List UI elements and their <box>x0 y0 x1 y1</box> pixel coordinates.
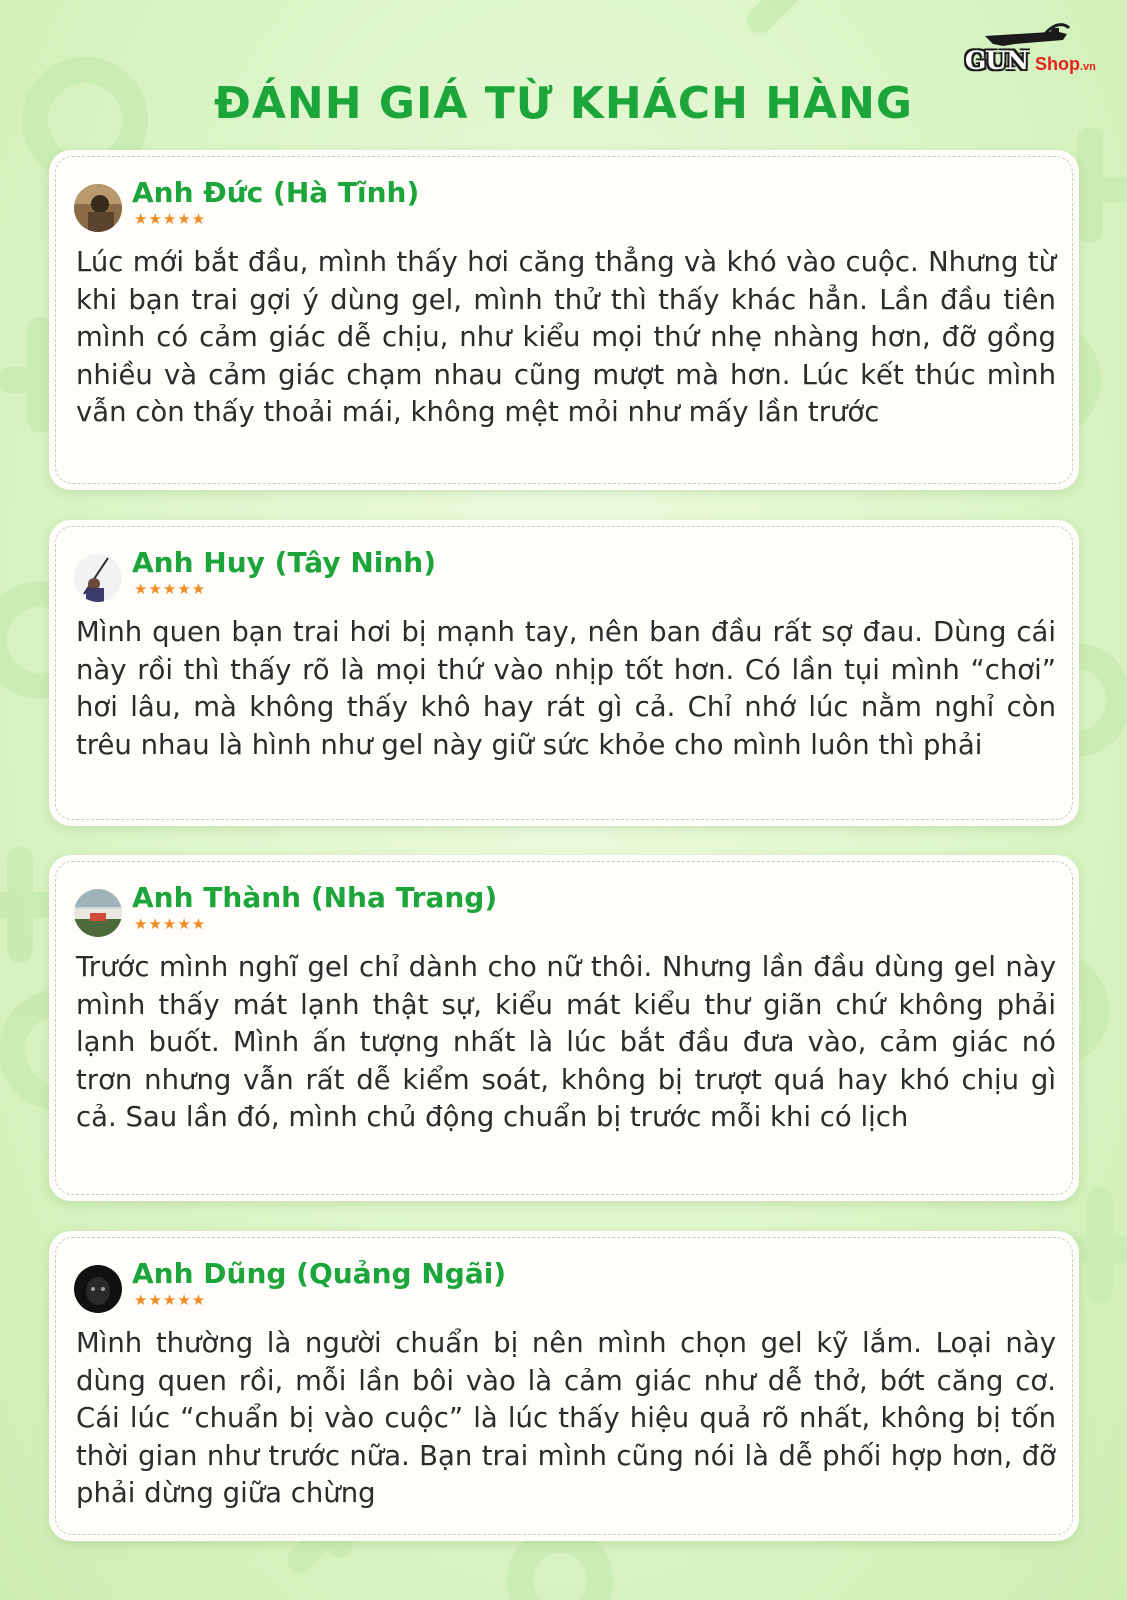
review-text: Mình thường là người chuẩn bị nên mình chọn gel kỹ lắm. Loại này dùng quen rồi, mỗi lần bôi vào là cảm giác như dễ thở, bớt căng cơ. Cái lúc “chuẩn bị vào cuộc” là lúc thấy hiệu quả rõ nhất, không bị tốn thời gian như trước nữa. Bạn trai mình cũng nói là dễ phối hợp hơn, đỡ phải dừng giữa chừng <box>76 1327 1056 1510</box>
review-text: Trước mình nghĩ gel chỉ dành cho nữ thôi. Nhưng lần đầu dùng gel này mình thấy mát lạnh thật sự, kiểu mát kiểu thư giãn chứ không phải lạnh buốt. Mình ấn tượng nhất là lúc bắt đầu đưa vào, cảm giác nó trơn nhưng vẫn rất dễ kiểm soát, không bị trượt quá hay khó chịu gì cả. Sau lần đó, mình chủ động chuẩn bị trước mỗi khi có lịch <box>76 951 1056 1134</box>
review-card <box>49 520 1079 826</box>
review-text: Mình quen bạn trai hơi bị mạnh tay, nên ban đầu rất sợ đau. Dùng cái này rồi thì thấy rõ là mọi thứ vào nhịp tốt hơn. Có lần tụi mình “chơi” hơi lâu, mà không thấy khô hay rát gì cả. Chỉ nhớ lúc nằm nghỉ còn trêu nhau là hình như gel này giữ sức khỏe cho mình luôn thì phải <box>76 616 1056 761</box>
review-card <box>49 855 1079 1201</box>
reviewer-name: Anh Dũng (Quảng Ngãi) <box>132 1257 507 1290</box>
reviewer-name: Anh Thành (Nha Trang) <box>132 881 498 914</box>
logo-gun-text: GUN <box>965 46 1029 75</box>
logo-shop-text: Shop.vn <box>1035 54 1096 74</box>
reviewer-name: Anh Đức (Hà Tĩnh) <box>132 176 420 209</box>
avatar <box>74 184 122 232</box>
reviewer-name: Anh Huy (Tây Ninh) <box>132 546 437 579</box>
star-rating: ★★★★★ <box>134 210 207 228</box>
review-card <box>49 1231 1079 1541</box>
star-rating: ★★★★★ <box>134 915 207 933</box>
star-rating: ★★★★★ <box>134 1291 207 1309</box>
avatar <box>74 1265 122 1313</box>
avatar <box>74 889 122 937</box>
review-text: Lúc mới bắt đầu, mình thấy hơi căng thẳng và khó vào cuộc. Nhưng từ khi bạn trai gợi ý dùng gel, mình thử thì thấy khác hẳn. Lần đầu tiên mình có cảm giác dễ chịu, như kiểu mọi thứ nhẹ nhàng hơn, đỡ gồng nhiều và cảm giác chạm nhau cũng mượt mà hơn. Lúc kết thúc mình vẫn còn thấy thoải mái, không mệt mỏi như mấy lần trước <box>76 246 1056 429</box>
logo-domain: .vn <box>1080 61 1096 73</box>
star-rating: ★★★★★ <box>134 580 207 598</box>
avatar <box>74 554 122 602</box>
gunshop-logo[interactable] <box>955 22 1105 82</box>
page-title: ĐÁNH GIÁ TỪ KHÁCH HÀNG <box>213 78 914 129</box>
review-card <box>49 150 1079 490</box>
